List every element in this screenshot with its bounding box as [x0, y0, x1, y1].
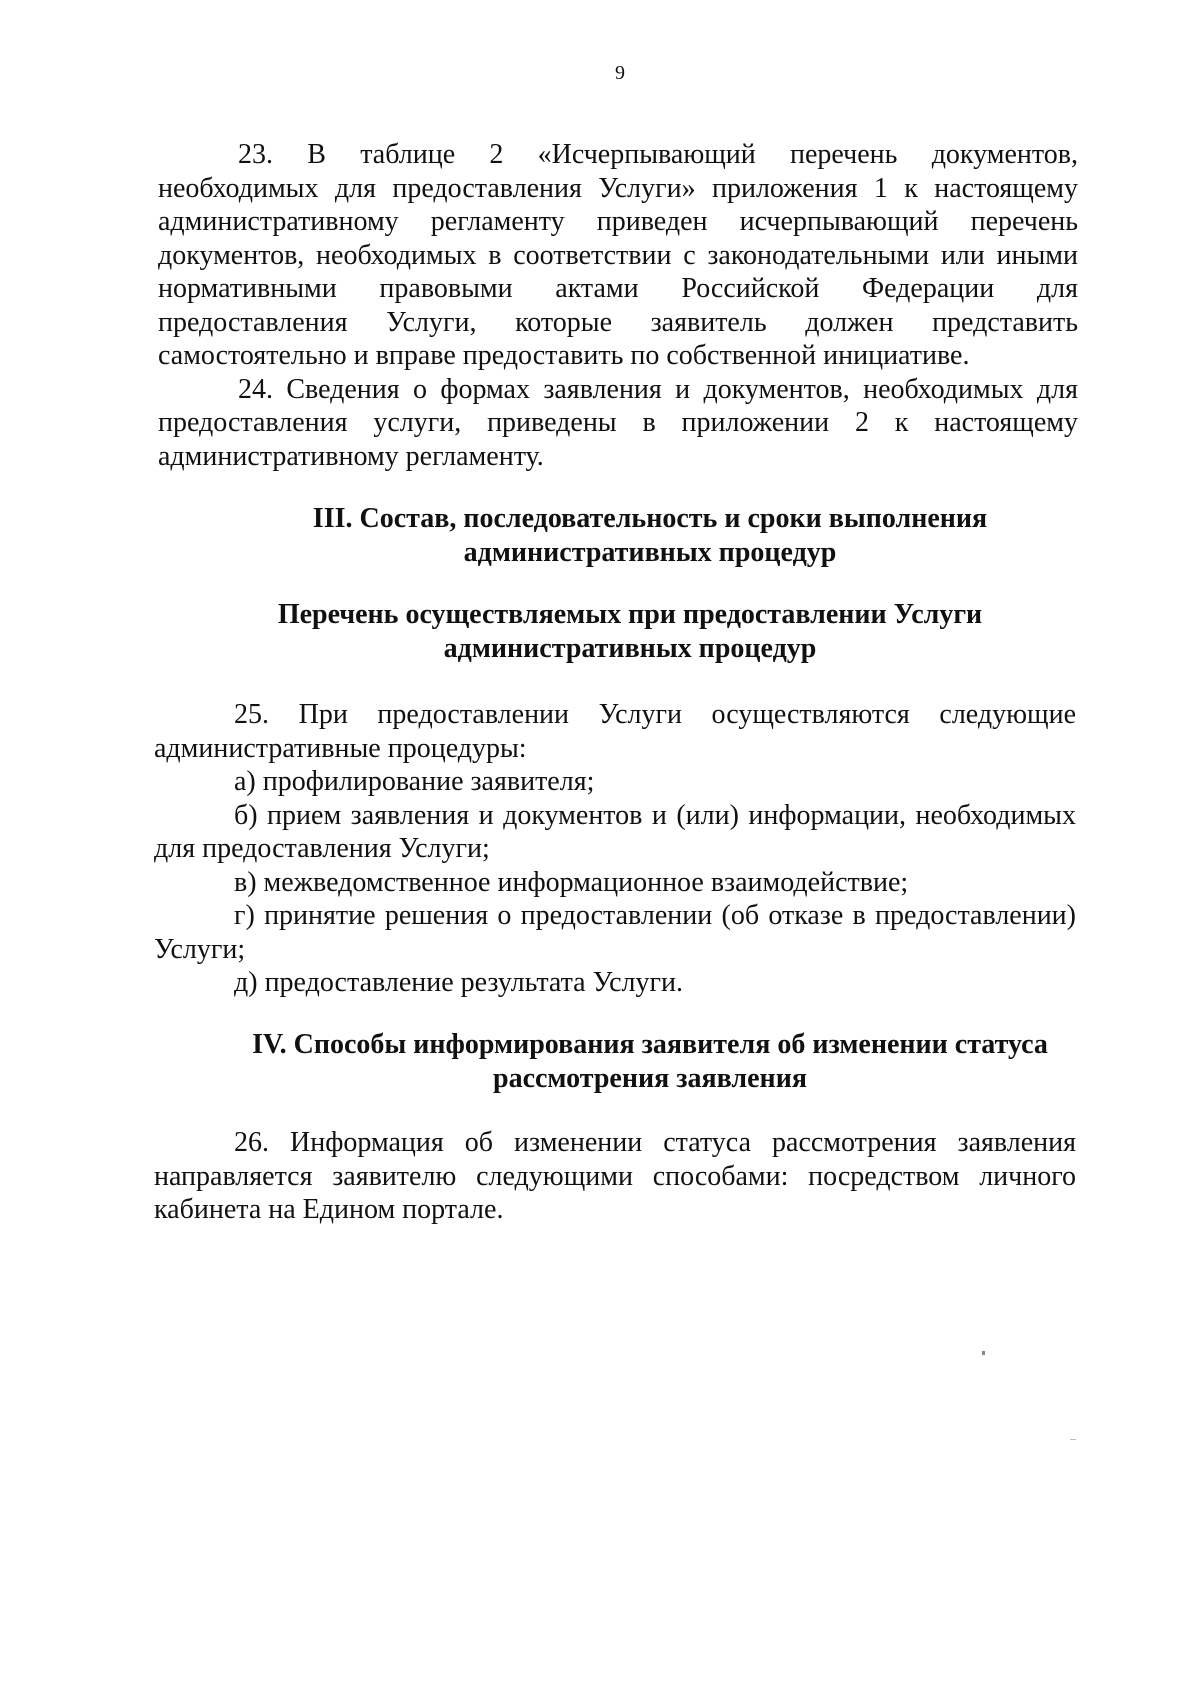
paragraph-23: 23. В таблице 2 «Исчерпывающий перечень документов, необходимых для предоставления Услуги» приложения 1 к настоящему административному регламенту приведен исчерпывающий перечень документов, необходимых в соответствии с законодательными или иными нормативными правовыми актами Российской Федерации для предоставления Услуги, которые заявитель должен представить самостоятельно и вправе предоставить по собственной инициативе.: [158, 139, 1078, 371]
section-4-heading-line-2: рассмотрения заявления: [493, 1062, 807, 1094]
paragraph-24: 24. Сведения о формах заявления и документов, необходимых для предоставления услуги, приведены в приложении 2 к настоящему административному регламенту.: [158, 373, 1078, 472]
list-item-e: д) предоставление результата Услуги.: [234, 967, 683, 998]
paragraph-26: 26. Информация об изменении статуса рассмотрения заявления направляется заявителю следующими способами: посредством личного кабинета на Едином портале.: [154, 1127, 1076, 1225]
section-4-heading-line-1: IV. Способы информирования заявителя об изменении статуса: [252, 1029, 1048, 1060]
section-3-body: [154, 698, 1076, 1000]
section-3-heading: [240, 502, 1060, 569]
section-3-heading-line-2: административных процедур: [463, 536, 837, 568]
list-item-b: б) прием заявления и документов и (или) информации, необходимых для предоставления Услуги;: [154, 799, 1076, 864]
paragraph-25: 25. При предоставлении Услуги осуществляются следующие административные процедуры:: [154, 699, 1076, 764]
scan-speck: [982, 1351, 985, 1355]
section-4-heading: [220, 1028, 1080, 1095]
section-3-heading-line-1: III. Состав, последовательность и сроки выполнения: [312, 503, 988, 534]
list-item-d: г) принятие решения о предоставлении (об отказе в предоставлении) Услуги;: [154, 900, 1076, 965]
scan-speck: [1070, 1439, 1076, 1440]
list-item-c: в) межведомственное информационное взаимодействие;: [234, 866, 909, 898]
page-number: 9: [615, 62, 625, 84]
section-3-subheading-line-1: Перечень осуществляемых при предоставлении Услуги: [277, 599, 983, 630]
section-3-subheading-line-2: административных процедур: [443, 632, 817, 664]
list-item-a: а) профилирование заявителя;: [234, 766, 595, 797]
section-4-body: [154, 1126, 1076, 1227]
section-3-subheading: [240, 598, 1020, 665]
intro-paragraphs: [158, 138, 1078, 473]
